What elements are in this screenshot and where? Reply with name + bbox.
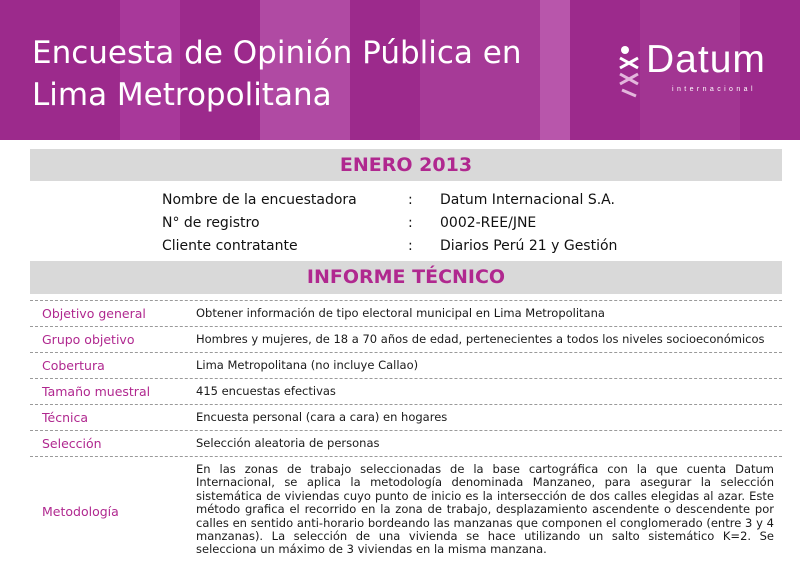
row-value: Hombres y mujeres, de 18 a 70 años de edad, pertenecientes a todos los niveles socioeconómicos (196, 332, 765, 346)
report-bar: INFORME TÉCNICO (30, 261, 782, 294)
row-value: Selección aleatoria de personas (196, 436, 380, 450)
row-label: Cobertura (42, 358, 105, 373)
row-label: Selección (42, 436, 102, 451)
info-label: N° de registro (162, 215, 260, 231)
info-value: 0002-REE/JNE (440, 215, 537, 231)
table-row (30, 457, 782, 567)
row-value: 415 encuestas efectivas (196, 384, 336, 398)
info-colon: : (408, 192, 413, 208)
date-bar: ENERO 2013 (30, 149, 782, 181)
survey-info (162, 189, 782, 258)
info-label: Nombre de la encuestadora (162, 192, 357, 208)
row-value: Lima Metropolitana (no incluye Callao) (196, 358, 419, 372)
info-colon: : (408, 238, 413, 254)
row-label: Tamaño muestral (42, 384, 151, 399)
table-row (30, 327, 782, 353)
info-row-cliente (162, 235, 782, 258)
header-banner (0, 0, 800, 140)
datum-logo (616, 38, 796, 102)
row-label: Metodología (42, 504, 119, 519)
logo-wordmark: Datum (646, 38, 766, 81)
row-label: Técnica (42, 410, 89, 425)
info-value: Diarios Perú 21 y Gestión (440, 238, 618, 254)
info-row-encuestadora (162, 189, 782, 212)
row-value: Obtener información de tipo electoral municipal en Lima Metropolitana (196, 306, 605, 320)
info-row-registro (162, 212, 782, 235)
logo-subtext: internacional (672, 86, 756, 93)
table-row (30, 405, 782, 431)
table-row (30, 353, 782, 379)
row-value: En las zonas de trabajo seleccionadas de la base cartográfica con la que cuenta Datum Internacional, se aplica la metodología denominada Manzaneo, para asegurar la selección sistemática de viviendas cuyo punto de inicio es la intersección de dos calles elegidas al azar. Este método grafica el recorrido en la zona de trabajo, desplazamiento ascendente o descendente por calles en sentido anti-horario bordeando las manzanas que componen el conglomerado (entre 3 y 4 manzanas). La selección de una vivienda se hace utilizando un salto sistemático K=2. Se selecciona un máximo de 3 viviendas en la misma manzana. (196, 462, 774, 557)
info-label: Cliente contratante (162, 238, 298, 254)
datum-logo-icon (616, 44, 646, 98)
table-row (30, 301, 782, 327)
info-colon: : (408, 215, 413, 231)
page-title: Encuesta de Opinión Pública en Lima Metropolitana (32, 35, 522, 113)
row-label: Grupo objetivo (42, 332, 135, 347)
technical-report-table (30, 300, 782, 567)
table-row (30, 379, 782, 405)
row-value: Encuesta personal (cara a cara) en hogares (196, 410, 448, 424)
info-value: Datum Internacional S.A. (440, 192, 615, 208)
table-row (30, 431, 782, 457)
row-label: Objetivo general (42, 306, 146, 321)
